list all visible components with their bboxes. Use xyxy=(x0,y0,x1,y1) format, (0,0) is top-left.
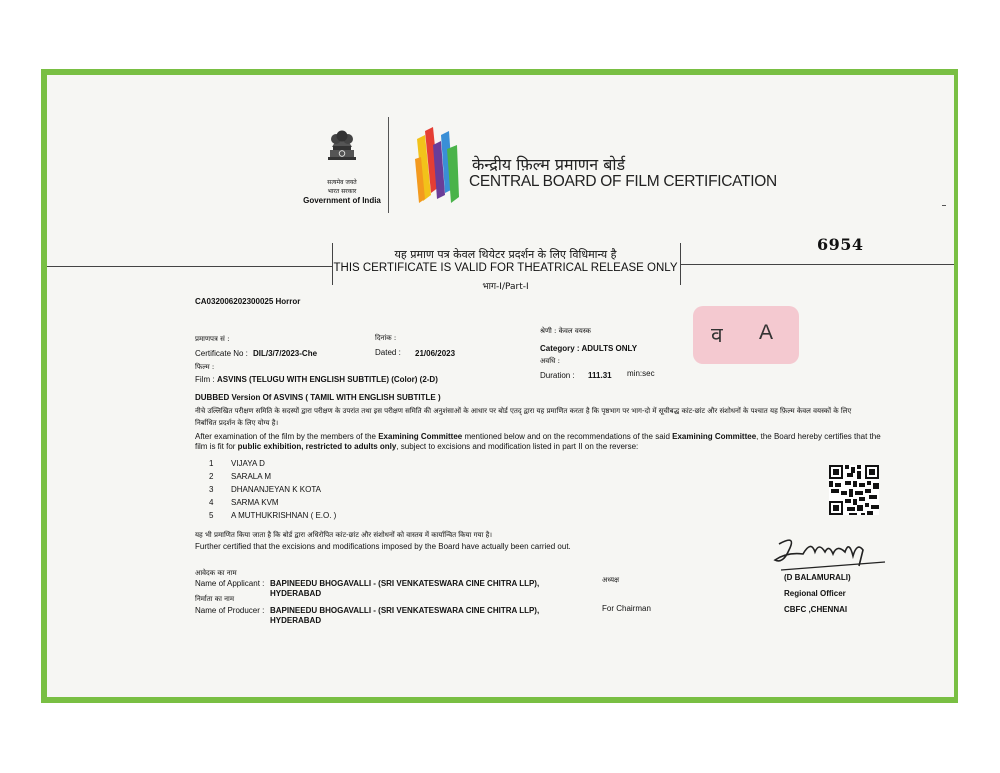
category-hindi: श्रेणी : केवल वयस्क xyxy=(540,327,591,335)
govt-english: Government of India xyxy=(303,196,381,205)
dated-label: Dated : xyxy=(375,348,401,357)
for-chairman: For Chairman xyxy=(602,604,651,613)
board-name-english: CENTRAL BOARD OF FILM CERTIFICATION xyxy=(469,173,777,190)
cert-no-hindi: प्रमाणपत्र सं : xyxy=(195,335,230,343)
reference-code: CA032006202300025 Horror xyxy=(195,297,301,306)
film-title: ASVINS (TELUGU WITH ENGLISH SUBTITLE) (Color) (2-D) xyxy=(217,375,438,384)
producer-value: BAPINEEDU BHOGAVALLI - (SRI VENKATESWARA CINE CHITRA LLP), HYDERABAD xyxy=(270,606,540,625)
signature-icon xyxy=(767,530,887,575)
rating-english: A xyxy=(759,321,774,344)
cert-no-value: DIL/3/7/2023-Che xyxy=(253,349,318,358)
board-name-hindi: केन्द्रीय फ़िल्म प्रमाणन बोर्ड xyxy=(472,155,626,174)
duration-value: 111.31 xyxy=(588,371,612,380)
producer-hindi-label: निर्माता का नाम xyxy=(195,595,235,603)
part-label: भाग-I/Part-I xyxy=(482,282,529,292)
qr-code-icon[interactable] xyxy=(829,465,879,515)
cbfc-logo-icon xyxy=(413,125,465,207)
film-label: Film : xyxy=(195,375,215,384)
member-name: DHANANJEYAN K KOTA xyxy=(231,485,321,494)
serial-number: 6954 xyxy=(817,235,864,254)
member-number: 3 xyxy=(209,485,214,494)
banner-rule-left xyxy=(47,266,332,267)
member-name: A MUTHUKRISHNAN ( E.O. ) xyxy=(231,511,337,520)
category-label: Category : ADULTS ONLY xyxy=(540,344,638,353)
member-number: 5 xyxy=(209,511,214,520)
certification-paragraph-hindi: नीचे उल्लिखित परीक्षण समिति के सदस्यों द्वारा परीक्षण के उपरांत तथा इस परीक्षण समिति की अनुशंसाओं के आधार पर बोर्ड एतद् द्वारा यह प्रमाणित करता है कि पृष्ठभाग पर भाग-दो में सूचीबद्ध कांट-छांट और संशोधनों के पश्चात यह फ़िल्म केवल वयस्कों के लिए निर्बाधित प्रदर्शन के लिए योग्य है। xyxy=(195,407,852,427)
edge-mark xyxy=(942,205,946,206)
duration-hindi: अवधि : xyxy=(540,357,560,365)
officer-title: Regional Officer xyxy=(784,589,846,598)
applicant-hindi-label: आवेदक का नाम xyxy=(195,569,237,577)
chairman-hindi: अध्यक्ष xyxy=(602,576,620,584)
emblem-motto: सत्यमेव जयते xyxy=(327,179,357,186)
member-name: SARALA M xyxy=(231,472,272,481)
validity-hindi: यह प्रमाण पत्र केवल थियेटर प्रदर्शन के लिए विधिमान्य है xyxy=(394,248,617,261)
officer-name: (D BALAMURALI) xyxy=(784,573,851,582)
duration-unit: min:sec xyxy=(627,369,655,378)
rating-hindi: व xyxy=(711,323,723,347)
certified-english: Further certified that the excisions and modifications imposed by the Board have actually been carried out. xyxy=(195,542,571,551)
member-number: 2 xyxy=(209,472,214,481)
header-divider xyxy=(388,117,389,213)
validity-english: THIS CERTIFICATE IS VALID FOR THEATRICAL RELEASE ONLY xyxy=(333,262,678,274)
producer-label: Name of Producer : xyxy=(195,606,265,615)
dated-value: 21/06/2023 xyxy=(415,349,456,358)
applicant-label: Name of Applicant : xyxy=(195,579,265,588)
dubbed-version: DUBBED Version Of ASVINS ( TAMIL WITH ENGLISH SUBTITLE ) xyxy=(195,393,441,402)
certificate-sheet xyxy=(47,75,954,697)
certified-hindi: यह भी प्रमाणित किया जाता है कि बोर्ड द्वारा अधिरोपित कांट-छांट और संशोधनों को वास्तव में कार्यान्वित किया गया है। xyxy=(195,531,493,539)
dated-hindi: दिनांक : xyxy=(375,334,397,342)
duration-label: Duration : xyxy=(540,371,575,380)
rating-badge xyxy=(693,306,799,364)
cert-no-label: Certificate No : xyxy=(195,349,248,358)
member-name: VIJAYA D xyxy=(231,459,265,468)
govt-hindi: भारत सरकार xyxy=(327,188,357,195)
applicant-value: BAPINEEDU BHOGAVALLI - (SRI VENKATESWARA CINE CHITRA LLP), HYDERABAD xyxy=(270,579,540,598)
officer-office: CBFC ,CHENNAI xyxy=(784,605,848,614)
film-hindi-label: फिल्म : xyxy=(195,363,215,371)
national-emblem-icon xyxy=(323,127,361,179)
member-number: 1 xyxy=(209,459,214,468)
banner-rule-right xyxy=(680,264,954,265)
certification-paragraph-english: After examination of the film by the members of the Examining Committee mentioned below and on the recommendations of the said Examining Committee, the Board hereby certifies that the film is fit for public exhibition, restricted to adults only, subject to excisions and modification listed in part II on the reverse: xyxy=(195,432,881,451)
member-name: SARMA KVM xyxy=(231,498,279,507)
member-number: 4 xyxy=(209,498,214,507)
